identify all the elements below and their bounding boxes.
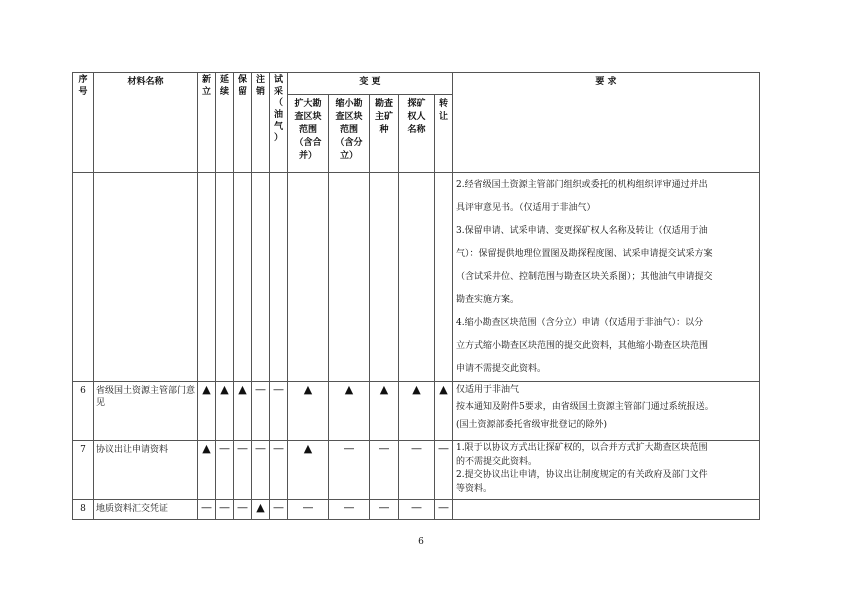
header-new: 新立: [198, 73, 216, 173]
header-transfer: 转 让: [435, 95, 453, 173]
mark-cell: —: [198, 500, 216, 520]
mark-cell: [329, 173, 370, 382]
mark-cell: —: [216, 441, 234, 500]
mark-cell: —: [370, 441, 399, 500]
mark-cell: ▲: [252, 500, 270, 520]
mark-cell: —: [435, 441, 453, 500]
mark-cell: [399, 173, 435, 382]
header-cancel: 注销: [252, 73, 270, 173]
row-material-name: 地质资料汇交凭证: [94, 500, 198, 520]
mark-cell: [435, 173, 453, 382]
mark-cell: [288, 173, 329, 382]
mark-cell: —: [216, 500, 234, 520]
mark-cell: ▲: [399, 382, 435, 441]
page-number: 6: [418, 537, 424, 547]
mark-cell: —: [399, 441, 435, 500]
mark-cell: —: [329, 441, 370, 500]
mark-cell: ▲: [198, 382, 216, 441]
mark-cell: ▲: [288, 441, 329, 500]
mark-cell: [370, 173, 399, 382]
table-row: [73, 382, 760, 441]
table-row: [73, 441, 760, 500]
header-expand-area: 扩大勘 查区块 范围 （含合 并）: [288, 95, 329, 173]
header-extend: 延续: [216, 73, 234, 173]
row-number: 6: [73, 382, 94, 441]
mark-cell: —: [435, 500, 453, 520]
mark-cell: —: [370, 500, 399, 520]
mark-cell: ▲: [198, 441, 216, 500]
header-trial-mining: 试 采 （ 油 气 ）: [270, 73, 288, 173]
row-requirements: [453, 500, 760, 520]
mark-cell: —: [270, 441, 288, 500]
mark-cell: —: [234, 500, 252, 520]
mark-cell: ▲: [234, 382, 252, 441]
mark-cell: —: [399, 500, 435, 520]
row-number: 7: [73, 441, 94, 500]
mark-cell: —: [252, 382, 270, 441]
mark-cell: ▲: [329, 382, 370, 441]
table-row: [73, 500, 760, 520]
header-holder-name: 探矿 权人 名称: [399, 95, 435, 173]
mark-cell: [270, 173, 288, 382]
row-requirements: 1.限于以协议方式出让探矿权的，以合并方式扩大勘查区块范围 的不需提交此资料。 2.提交协议出让申请，协议出让制度规定的有关政府及部门文件 等资料。: [453, 441, 760, 500]
mark-cell: [216, 173, 234, 382]
mark-cell: [198, 173, 216, 382]
mark-cell: [234, 173, 252, 382]
mark-cell: —: [329, 500, 370, 520]
mark-cell: —: [288, 500, 329, 520]
header-requirements: 要 求: [453, 73, 760, 173]
mark-cell: ▲: [216, 382, 234, 441]
table-row-continued: [73, 173, 760, 382]
row-material-name: [94, 173, 198, 382]
row-number: [73, 173, 94, 382]
row-material-name: 省级国土资源主管部门意见: [94, 382, 198, 441]
materials-table: [72, 72, 760, 520]
mark-cell: [252, 173, 270, 382]
header-main-mineral: 勘查 主矿 种: [370, 95, 399, 173]
header-reduce-area: 缩小勘 查区块 范围 （含分 立）: [329, 95, 370, 173]
header-change: 变 更: [288, 73, 453, 95]
row-number: 8: [73, 500, 94, 520]
mark-cell: —: [252, 441, 270, 500]
mark-cell: ▲: [435, 382, 453, 441]
mark-cell: —: [270, 500, 288, 520]
header-seq: 序 号: [73, 73, 94, 173]
mark-cell: —: [234, 441, 252, 500]
mark-cell: ▲: [288, 382, 329, 441]
header-material-name: 材料名称: [94, 73, 198, 173]
row-requirements: 2.经省级国土资源主管部门组织或委托的机构组织评审通过并出 具评审意见书。（仅适用于非油气） 3.保留申请、试采申请、变更探矿权人名称及转让（仅适用于油 气）：保留提供地理位置图及勘探程度图、试采申请提交试采方案 （含试采井位、控制范围与勘查区块关系图）；其他油气申请提交 勘查实施方案。 4.缩小勘查区块范围（含分立）申请（仅适用于非油气）：以分 立方式缩小勘查区块范围的提交此资料，其他缩小勘查区块范围 申请不需提交此资料。: [453, 173, 760, 382]
mark-cell: —: [270, 382, 288, 441]
mark-cell: ▲: [370, 382, 399, 441]
row-material-name: 协议出让申请资料: [94, 441, 198, 500]
row-requirements: 仅适用于非油气 按本通知及附件5要求，由省级国土资源主管部门通过系统报送。 (国土资源部委托省级审批登记的除外): [453, 382, 760, 441]
header-retain: 保留: [234, 73, 252, 173]
